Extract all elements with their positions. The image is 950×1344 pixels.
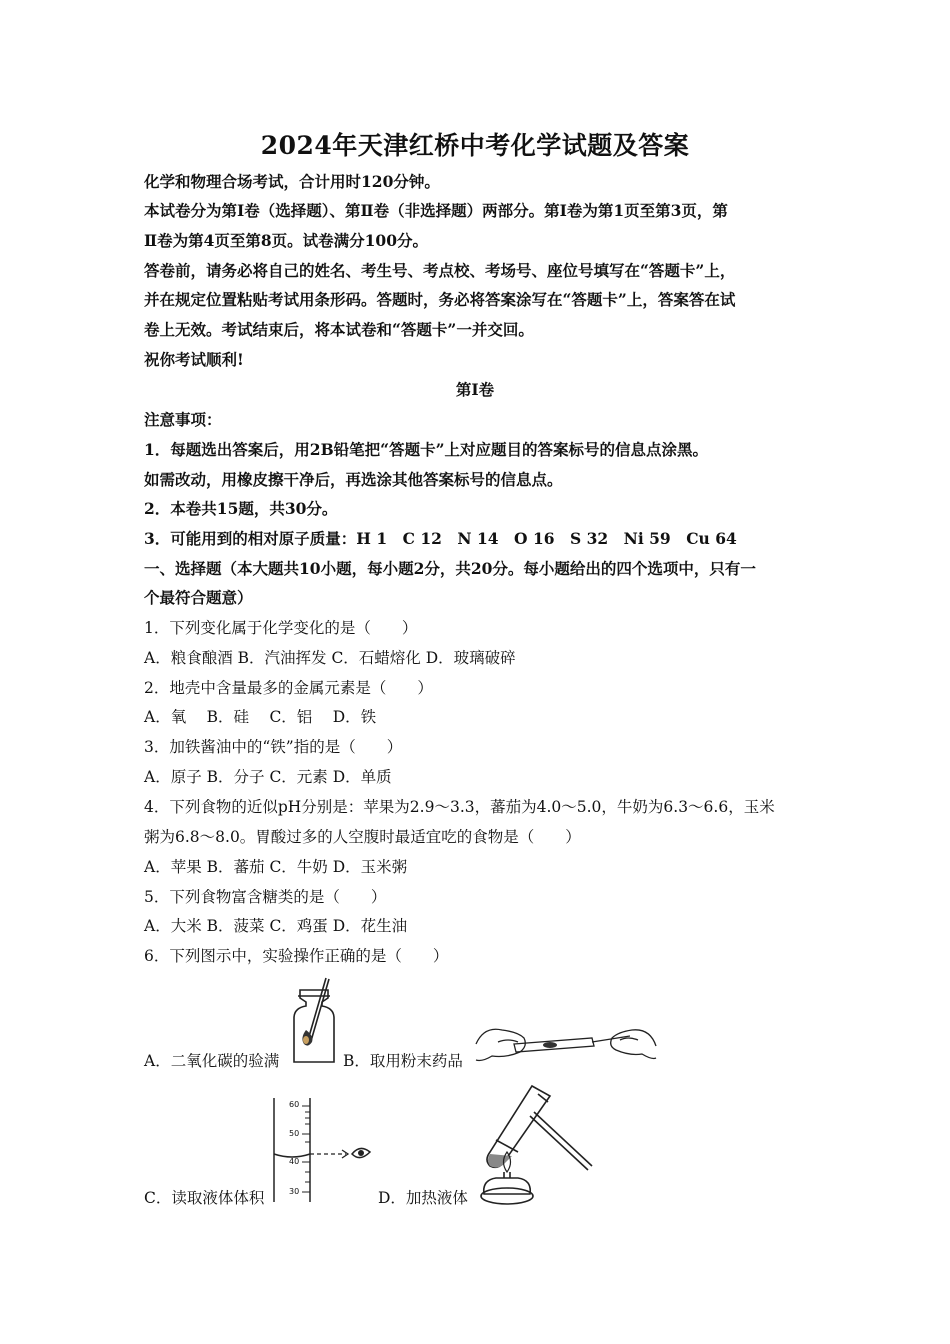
intro-line: 卷上无效。考试结束后，将本试卷和“答题卡”一并交回。 bbox=[144, 320, 534, 339]
intro-line: 并在规定位置粘贴考试用条形码。答题时，务必将答案涂写在“答题卡”上，答案答在试 bbox=[144, 290, 736, 309]
option-c-label: C．读取液体体积 bbox=[144, 1189, 265, 1207]
section-heading: 第Ⅰ卷 bbox=[455, 380, 495, 399]
option-a-label: A．二氧化碳的验满 bbox=[144, 1052, 280, 1070]
option-b-label: B．取用粉末药品 bbox=[343, 1052, 463, 1070]
question-2-options: A．氧 B．硅 C．铝 D．铁 bbox=[144, 708, 377, 726]
question-1: 1．下列变化属于化学变化的是（ ） bbox=[144, 619, 418, 637]
question-1-options: A．粮食酿酒 B．汽油挥发 C．石蜡熔化 D．玻璃破碎 bbox=[144, 649, 516, 667]
cylinder-tick-30: 30 bbox=[289, 1187, 300, 1196]
figure-heat-liquid bbox=[474, 1082, 598, 1208]
cylinder-tick-60: 60 bbox=[289, 1100, 300, 1109]
question-5-options: A．大米 B．菠菜 C．鸡蛋 D．花生油 bbox=[144, 917, 408, 935]
question-3-options: A．原子 B．分子 C．元素 D．单质 bbox=[144, 768, 392, 786]
intro-line: 化学和物理合场考试，合计用时120分钟。 bbox=[144, 172, 440, 191]
section-instruction: 个最符合题意） bbox=[144, 588, 253, 607]
notes-heading: 注意事项： bbox=[144, 410, 222, 429]
question-6: 6．下列图示中，实验操作正确的是（ ） bbox=[144, 947, 449, 965]
cylinder-tick-40: 40 bbox=[289, 1157, 300, 1166]
figure-read-cylinder bbox=[270, 1096, 374, 1204]
page-title: 2024年天津红桥中考化学试题及答案 bbox=[260, 131, 690, 160]
intro-line: 本试卷分为第Ⅰ卷（选择题）、第Ⅱ卷（非选择题）两部分。第Ⅰ卷为第1页至第3页，第 bbox=[144, 201, 728, 220]
section-instruction: 一、选择题（本大题共10小题，每小题2分，共20分。每小题给出的四个选项中，只有一 bbox=[144, 559, 756, 578]
cylinder-tick-50: 50 bbox=[289, 1129, 300, 1138]
question-4-continued: 粥为6.8～8.0。胃酸过多的人空腹时最适宜吃的食物是（ ） bbox=[144, 828, 581, 846]
note-line: 3．可能用到的相对原子质量：H 1 C 12 N 14 O 16 S 32 Ni 59 Cu 64 bbox=[144, 529, 737, 548]
figure-co2-test-full bbox=[286, 976, 342, 1068]
option-d-label: D．加热液体 bbox=[378, 1189, 468, 1207]
note-line: 1．每题选出答案后，用2B铅笔把“答题卡”上对应题目的答案标号的信息点涂黑。 bbox=[144, 440, 709, 459]
question-3: 3．加铁酱油中的“铁”指的是（ ） bbox=[144, 738, 403, 756]
question-2: 2．地壳中含量最多的金属元素是（ ） bbox=[144, 679, 433, 697]
question-4-options: A．苹果 B．蕃茄 C．牛奶 D．玉米粥 bbox=[144, 858, 408, 876]
note-line: 2．本卷共15题，共30分。 bbox=[144, 499, 338, 518]
figure-powder-spatula bbox=[474, 1016, 658, 1074]
intro-line: 答卷前，请务必将自己的姓名、考生号、考点校、考场号、座位号填写在“答题卡”上， bbox=[144, 261, 736, 280]
question-5: 5．下列食物富含糖类的是（ ） bbox=[144, 888, 387, 906]
intro-line: Ⅱ卷为第4页至第8页。试卷满分100分。 bbox=[144, 231, 428, 250]
note-line: 如需改动，用橡皮擦干净后，再选涂其他答案标号的信息点。 bbox=[144, 470, 563, 489]
question-4: 4．下列食物的近似pH分别是：苹果为2.9～3.3，蕃茄为4.0～5.0，牛奶为6.3～6.6，玉米 bbox=[144, 798, 775, 816]
intro-line: 祝你考试顺利! bbox=[144, 350, 244, 369]
